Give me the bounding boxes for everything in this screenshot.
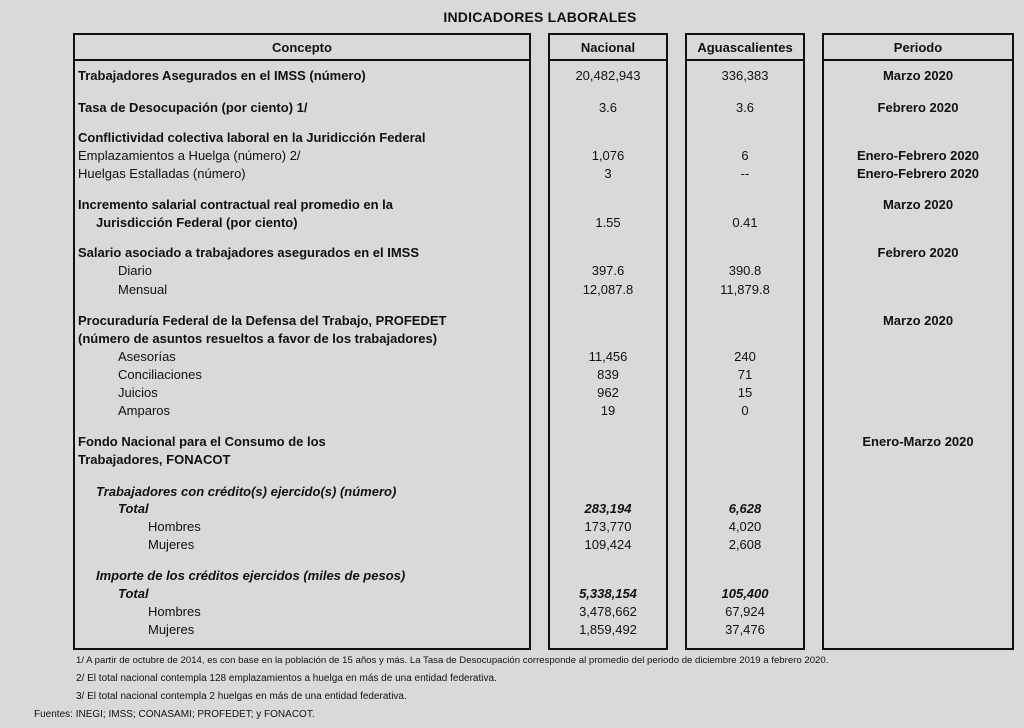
row-nacional: 962 <box>597 385 619 400</box>
row-aguascalientes: 3.6 <box>735 100 755 115</box>
row-label: Hombres <box>148 604 201 619</box>
row-label: Juicios <box>118 385 158 400</box>
row-label: Amparos <box>118 403 171 418</box>
row-aguascalientes: 2,608 <box>728 537 762 552</box>
row-nacional: 283,194 <box>584 501 632 516</box>
row-label: (número de asuntos resueltos a favor de los trabajadores) <box>78 331 438 346</box>
footnote: 3/ El total nacional contempla 2 huelgas en más de una entidad federativa. <box>76 691 407 702</box>
row-nacional: 109,424 <box>584 537 632 552</box>
nacional-header: Nacional <box>550 35 666 61</box>
row-periodo: Febrero 2020 <box>877 100 959 115</box>
footnote: 2/ El total nacional contempla 128 emplazamientos a huelga en más de una entidad federativa. <box>76 673 497 684</box>
row-nacional: 3.6 <box>598 100 618 115</box>
footnote: 1/ A partir de octubre de 2014, es con base en la población de 15 años y más. La Tasa de Desocupación corresponde al promedio del periodo de diciembre 2019 a febrero 2020. <box>76 655 829 666</box>
sources: Fuentes: INEGI; IMSS; CONASAMI; PROFEDET; y FONACOT. <box>34 709 315 720</box>
row-aguascalientes: 390.8 <box>728 263 762 278</box>
row-nacional: 839 <box>597 367 619 382</box>
page-title: INDICADORES LABORALES <box>443 9 637 25</box>
periodo-column <box>822 33 1014 650</box>
row-label: Diario <box>118 263 152 278</box>
row-periodo: Enero-Marzo 2020 <box>862 434 974 449</box>
row-nacional: 173,770 <box>584 519 632 534</box>
row-label: Procuraduría Federal de la Defensa del Trabajo, PROFEDET <box>78 313 447 328</box>
row-label: Trabajadores, FONACOT <box>78 452 231 467</box>
row-label: Fondo Nacional para el Consumo de los <box>78 434 326 449</box>
row-label: Tasa de Desocupación (por ciento) 1/ <box>78 100 308 115</box>
row-periodo: Marzo 2020 <box>882 313 954 328</box>
row-nacional: 3 <box>604 166 612 181</box>
row-label: Conflictividad colectiva laboral en la Juridicción Federal <box>78 130 426 145</box>
row-nacional: 20,482,943 <box>575 68 641 83</box>
row-periodo: Marzo 2020 <box>882 68 954 83</box>
row-aguascalientes: 11,879.8 <box>720 282 770 297</box>
row-aguascalientes: 6 <box>741 148 749 163</box>
row-nacional: 12,087.8 <box>582 282 634 297</box>
row-aguascalientes: 0 <box>741 403 749 418</box>
row-aguascalientes: 71 <box>737 367 753 382</box>
concepto-header: Concepto <box>75 35 529 61</box>
row-label: Mujeres <box>148 537 195 552</box>
row-aguascalientes: 0.41 <box>732 215 758 230</box>
row-label: Trabajadores Asegurados en el IMSS (número) <box>78 68 366 83</box>
row-periodo: Febrero 2020 <box>877 245 959 260</box>
row-aguascalientes: 37,476 <box>725 622 765 637</box>
row-label: Emplazamientos a Huelga (número) 2/ <box>78 148 301 163</box>
row-label: Incremento salarial contractual real promedio en la <box>78 197 393 212</box>
row-label: Total <box>118 501 149 516</box>
row-aguascalientes: -- <box>740 166 750 181</box>
nacional-column <box>548 33 668 650</box>
row-label: Jurisdicción Federal (por ciento) <box>96 215 298 230</box>
row-nacional: 1,076 <box>591 148 625 163</box>
aguascalientes-header: Aguascalientes <box>687 35 803 61</box>
row-label: Hombres <box>148 519 201 534</box>
row-label: Trabajadores con crédito(s) ejercido(s) (número) <box>96 484 397 499</box>
row-periodo: Enero-Febrero 2020 <box>856 148 980 163</box>
row-nacional: 397.6 <box>591 263 625 278</box>
row-nacional: 19 <box>600 403 616 418</box>
row-label: Mujeres <box>148 622 195 637</box>
row-aguascalientes: 4,020 <box>728 519 762 534</box>
row-aguascalientes: 105,400 <box>721 586 769 601</box>
row-periodo: Enero-Febrero 2020 <box>856 166 980 181</box>
row-label: Salario asociado a trabajadores asegurados en el IMSS <box>78 245 420 260</box>
row-nacional: 3,478,662 <box>579 604 637 619</box>
row-aguascalientes: 240 <box>734 349 756 364</box>
row-label: Huelgas Estalladas (número) <box>78 166 246 181</box>
row-aguascalientes: 6,628 <box>728 501 762 516</box>
row-label: Mensual <box>118 282 168 297</box>
row-nacional: 1,859,492 <box>579 622 637 637</box>
periodo-header: Periodo <box>824 35 1012 61</box>
row-nacional: 5,338,154 <box>579 586 637 601</box>
aguascalientes-column <box>685 33 805 650</box>
row-label: Conciliaciones <box>118 367 202 382</box>
row-label: Asesorías <box>118 349 176 364</box>
row-nacional: 1.55 <box>595 215 621 230</box>
row-nacional: 11,456 <box>588 349 628 364</box>
row-label: Total <box>118 586 149 601</box>
row-label: Importe de los créditos ejercidos (miles de pesos) <box>96 568 406 583</box>
row-aguascalientes: 336,383 <box>721 68 769 83</box>
row-aguascalientes: 15 <box>737 385 753 400</box>
row-periodo: Marzo 2020 <box>882 197 954 212</box>
row-aguascalientes: 67,924 <box>725 604 765 619</box>
